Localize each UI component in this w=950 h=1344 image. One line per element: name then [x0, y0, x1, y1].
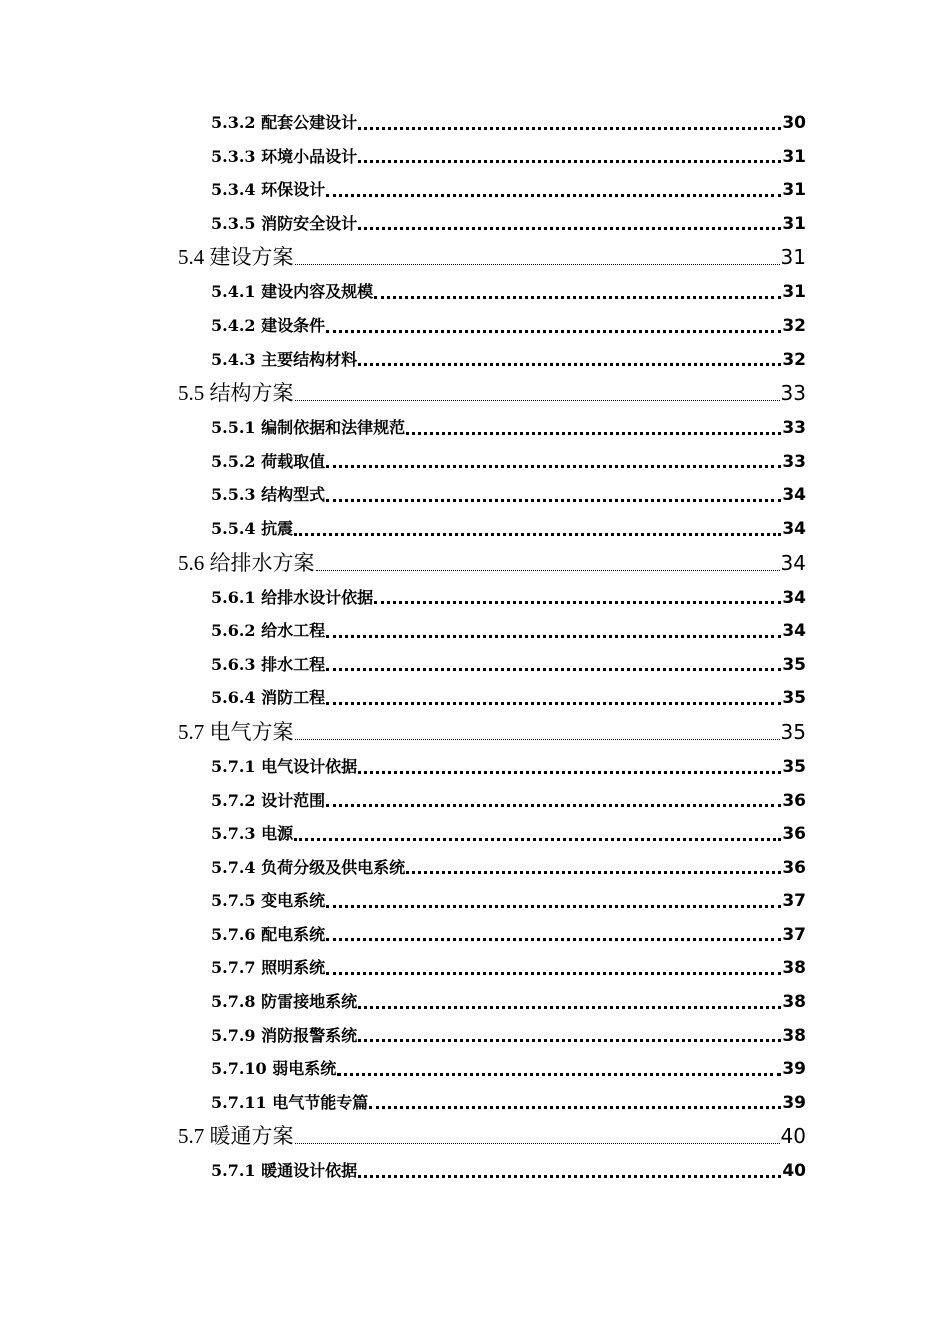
toc-page-number: 38 [782, 1025, 806, 1046]
dot-leader [326, 464, 781, 468]
toc-entry-title: 5.6.4 消防工程 [211, 688, 326, 708]
toc-entry-title: 5.5.1 编制依据和法律规范 [211, 418, 406, 438]
toc-page-number: 38 [782, 958, 806, 979]
toc-page-number: 36 [782, 857, 806, 878]
toc-subsection-entry[interactable] [0, 648, 806, 682]
toc-subsection-entry[interactable] [0, 884, 806, 918]
toc-entry-title: 5.7.1 电气设计依据 [211, 756, 358, 776]
toc-page-number: 31 [782, 180, 806, 201]
toc-page-number: 35 [782, 688, 806, 709]
toc-page-number: 34 [782, 587, 806, 608]
toc-entry-title: 5.6.2 给水工程 [211, 621, 326, 641]
dot-leader [358, 362, 781, 366]
toc-page-number: 35 [780, 719, 806, 744]
toc-page-number: 33 [782, 451, 806, 472]
toc-page-number: 31 [780, 245, 806, 270]
toc-page-number: 36 [782, 824, 806, 845]
dot-leader [294, 837, 781, 841]
dot-leader [374, 295, 781, 299]
toc-subsection-entry[interactable] [0, 581, 806, 615]
toc-subsection-entry[interactable] [0, 445, 806, 479]
toc-entry-title: 5.4.2 建设条件 [211, 315, 326, 335]
toc-subsection-entry[interactable] [0, 985, 806, 1019]
toc-page-number: 32 [782, 315, 806, 336]
dot-leader [326, 634, 781, 638]
toc-entry-title: 5.3.3 环境小品设计 [211, 146, 358, 166]
toc-entry-title: 5.5.4 抗震 [211, 518, 294, 538]
dot-leader [358, 770, 781, 774]
toc-page-number: 40 [780, 1124, 806, 1149]
dot-leader [358, 159, 781, 163]
toc-entry-title: 5.7.4 负荷分级及供电系统 [211, 857, 406, 877]
dot-leader [358, 1005, 781, 1009]
toc-entry-title: 5.7.8 防雷接地系统 [211, 992, 358, 1012]
dot-leader [358, 126, 781, 130]
toc-entry-title: 5.7.2 设计范围 [211, 790, 326, 810]
dot-leader [406, 431, 781, 435]
toc-page-number: 31 [782, 213, 806, 234]
toc-subsection-entry[interactable] [0, 918, 806, 952]
toc-entry-title: 5.7.7 照明系统 [211, 958, 326, 978]
dot-leader [337, 1072, 781, 1076]
dot-leader [358, 1038, 781, 1042]
toc-page-number: 37 [782, 924, 806, 945]
toc-page-number: 34 [782, 485, 806, 506]
toc-page-number: 34 [780, 550, 806, 575]
dot-leader [369, 1105, 781, 1109]
toc-entry-title: 5.3.2 配套公建设计 [211, 113, 358, 132]
toc-page-number: 34 [782, 621, 806, 642]
dot-leader [326, 701, 781, 705]
toc-entry-title: 5.5 结构方案 [178, 381, 294, 406]
toc-page-number: 30 [782, 113, 806, 133]
toc-subsection-entry[interactable] [0, 207, 806, 241]
dot-leader [326, 904, 781, 908]
toc-subsection-entry[interactable] [0, 851, 806, 885]
dot-leader [358, 226, 781, 230]
toc-page-number: 37 [782, 891, 806, 912]
toc-entry-title: 5.4.1 建设内容及规模 [211, 282, 374, 302]
dot-leader [295, 1142, 780, 1144]
toc-page-number: 36 [782, 790, 806, 811]
toc-subsection-entry[interactable] [0, 173, 806, 207]
toc-entry-title: 5.4 建设方案 [178, 245, 294, 270]
dot-leader [326, 971, 781, 975]
toc-section-entry[interactable] [0, 715, 806, 750]
toc-subsection-entry[interactable] [0, 140, 806, 174]
dot-leader [326, 803, 781, 807]
toc-page-number: 32 [782, 349, 806, 370]
toc-entry-title: 5.7.9 消防报警系统 [211, 1025, 358, 1045]
table-of-contents [0, 106, 950, 1188]
toc-subsection-entry[interactable] [0, 411, 806, 445]
toc-page-number: 31 [782, 146, 806, 167]
toc-subsection-entry[interactable] [0, 1086, 806, 1120]
toc-page-number: 34 [782, 518, 806, 539]
toc-section-entry[interactable] [0, 1119, 806, 1154]
toc-page-number: 39 [782, 1059, 806, 1080]
toc-entry-title: 5.7 电气方案 [178, 719, 294, 744]
toc-entry-title: 5.7 暖通方案 [178, 1124, 294, 1149]
toc-subsection-entry[interactable] [0, 512, 806, 546]
toc-entry-title: 5.7.3 电源 [211, 824, 294, 844]
toc-entry-title: 5.7.6 配电系统 [211, 924, 326, 944]
toc-subsection-entry[interactable] [0, 784, 806, 818]
dot-leader [326, 193, 781, 197]
toc-entry-title: 5.5.3 结构型式 [211, 485, 326, 505]
toc-page-number: 35 [782, 654, 806, 675]
toc-subsection-entry[interactable] [0, 1019, 806, 1053]
toc-subsection-entry[interactable] [0, 478, 806, 512]
dot-leader [358, 1174, 781, 1178]
toc-section-entry[interactable] [0, 376, 806, 411]
toc-subsection-entry[interactable] [0, 817, 806, 851]
toc-subsection-entry[interactable] [0, 275, 806, 309]
toc-entry-title: 5.7.5 变电系统 [211, 891, 326, 911]
toc-page-number: 39 [782, 1092, 806, 1113]
dot-leader [326, 937, 781, 941]
toc-subsection-entry[interactable] [0, 681, 806, 715]
toc-page-number: 33 [782, 418, 806, 439]
toc-entry-title: 5.3.5 消防安全设计 [211, 213, 358, 233]
toc-section-entry[interactable] [0, 240, 806, 275]
toc-subsection-entry[interactable] [0, 1052, 806, 1086]
toc-subsection-entry[interactable] [0, 106, 806, 140]
toc-subsection-entry[interactable] [0, 309, 806, 343]
toc-subsection-entry[interactable] [0, 750, 806, 784]
toc-section-entry[interactable] [0, 546, 806, 581]
toc-subsection-entry[interactable] [0, 614, 806, 648]
toc-entry-title: 5.7.1 暖通设计依据 [211, 1161, 358, 1181]
toc-entry-title: 5.6.3 排水工程 [211, 654, 326, 674]
toc-page-number: 33 [780, 381, 806, 406]
toc-page-number: 40 [782, 1161, 806, 1182]
toc-entry-title: 5.4.3 主要结构材料 [211, 349, 358, 369]
toc-entry-title: 5.6.1 给排水设计依据 [211, 587, 374, 607]
toc-page-number: 38 [782, 992, 806, 1013]
dot-leader [294, 532, 781, 536]
dot-leader [406, 870, 781, 874]
toc-subsection-entry[interactable] [0, 951, 806, 985]
dot-leader [374, 600, 781, 604]
dot-leader [326, 667, 781, 671]
dot-leader [326, 498, 781, 502]
dot-leader [326, 329, 781, 333]
toc-subsection-entry[interactable] [0, 343, 806, 377]
dot-leader [316, 569, 780, 571]
toc-entry-title: 5.6 给排水方案 [178, 550, 315, 575]
dot-leader [295, 263, 780, 265]
dot-leader [295, 738, 780, 740]
toc-page-number: 31 [782, 282, 806, 303]
dot-leader [295, 399, 780, 401]
toc-entry-title: 5.5.2 荷载取值 [211, 451, 326, 471]
toc-page-number: 35 [782, 756, 806, 777]
toc-entry-title: 5.3.4 环保设计 [211, 180, 326, 200]
toc-entry-title: 5.7.11 电气节能专篇 [211, 1092, 369, 1112]
toc-subsection-entry[interactable] [0, 1154, 806, 1188]
toc-entry-title: 5.7.10 弱电系统 [211, 1059, 337, 1079]
